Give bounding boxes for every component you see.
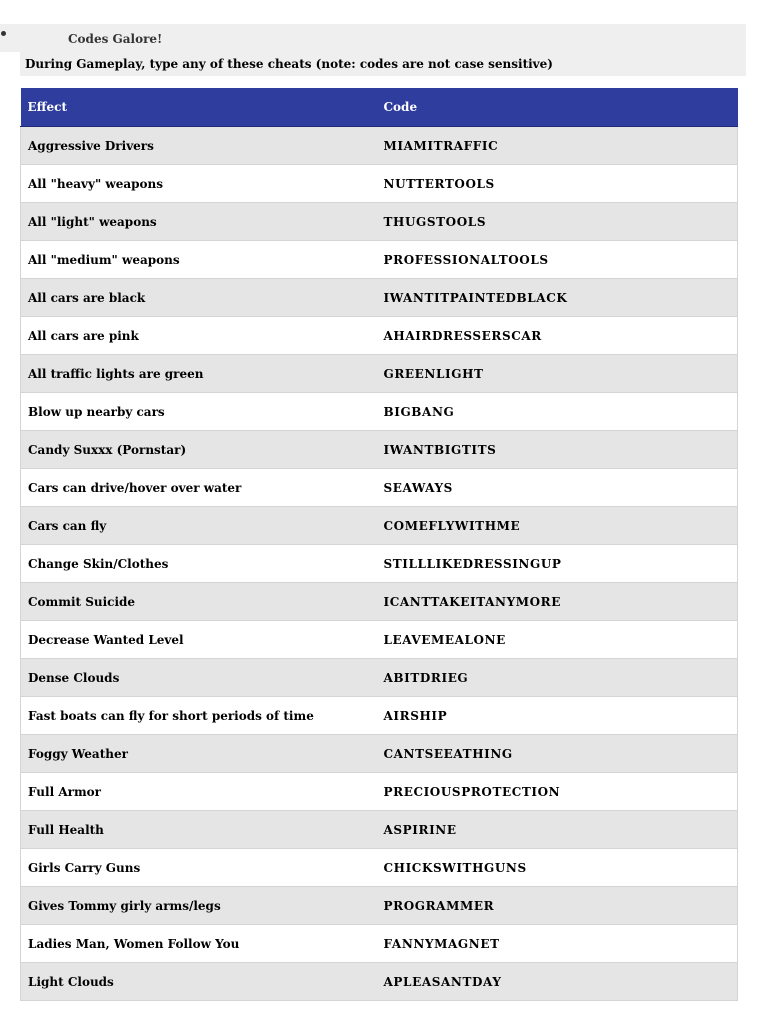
code-cell: CANTSEEATHING: [377, 735, 738, 773]
table-row: [21, 469, 738, 507]
table-row: [21, 849, 738, 887]
code-cell: THUGSTOOLS: [377, 203, 738, 241]
table-row: [21, 773, 738, 811]
table-row: [21, 279, 738, 317]
table-row: [21, 545, 738, 583]
table-row: [21, 887, 738, 925]
code-cell: ABITDRIEG: [377, 659, 738, 697]
code-cell: PROFESSIONALTOOLS: [377, 241, 738, 279]
code-cell: COMEFLYWITHME: [377, 507, 738, 545]
effect-cell: Cars can drive/hover over water: [21, 469, 377, 507]
table-row: [21, 241, 738, 279]
table-row: [21, 697, 738, 735]
table-row: [21, 431, 738, 469]
table-row: [21, 165, 738, 203]
effect-cell: Full Health: [21, 811, 377, 849]
code-cell: STILLLIKEDRESSINGUP: [377, 545, 738, 583]
table-header-row: [21, 88, 738, 127]
instructions-text: During Gameplay, type any of these cheats (note: codes are not case sensitive): [25, 57, 553, 71]
code-cell: AIRSHIP: [377, 697, 738, 735]
table-row: [21, 355, 738, 393]
effect-cell: Change Skin/Clothes: [21, 545, 377, 583]
effect-cell: Commit Suicide: [21, 583, 377, 621]
code-cell: FANNYMAGNET: [377, 925, 738, 963]
table-body: [21, 127, 738, 1001]
intro-title-row: [0, 24, 746, 52]
table-row: [21, 811, 738, 849]
effect-cell: All traffic lights are green: [21, 355, 377, 393]
table-row: [21, 203, 738, 241]
effect-cell: Gives Tommy girly arms/legs: [21, 887, 377, 925]
code-cell: IWANTBIGTITS: [377, 431, 738, 469]
table-row: [21, 659, 738, 697]
code-cell: LEAVEMEALONE: [377, 621, 738, 659]
code-cell: MIAMITRAFFIC: [377, 127, 738, 165]
effect-cell: Aggressive Drivers: [21, 127, 377, 165]
table-row: [21, 393, 738, 431]
effect-cell: All "medium" weapons: [21, 241, 377, 279]
code-cell: PROGRAMMER: [377, 887, 738, 925]
effect-cell: All "heavy" weapons: [21, 165, 377, 203]
intro-note-row: [20, 52, 746, 76]
code-cell: PRECIOUSPROTECTION: [377, 773, 738, 811]
table-row: [21, 317, 738, 355]
table-row: [21, 583, 738, 621]
bullet-icon: [1, 31, 6, 36]
code-cell: APLEASANTDAY: [377, 963, 738, 1001]
effect-cell: Cars can fly: [21, 507, 377, 545]
effect-cell: Full Armor: [21, 773, 377, 811]
effect-cell: Fast boats can fly for short periods of time: [21, 697, 377, 735]
effect-cell: Ladies Man, Women Follow You: [21, 925, 377, 963]
section-title: Codes Galore!: [68, 32, 163, 46]
intro-section: [0, 24, 746, 76]
column-header-effect: Effect: [21, 88, 377, 127]
effect-cell: Foggy Weather: [21, 735, 377, 773]
code-cell: ASPIRINE: [377, 811, 738, 849]
effect-cell: All "light" weapons: [21, 203, 377, 241]
table-row: [21, 621, 738, 659]
code-cell: ICANTTAKEITANYMORE: [377, 583, 738, 621]
effect-cell: All cars are black: [21, 279, 377, 317]
code-cell: BIGBANG: [377, 393, 738, 431]
effect-cell: All cars are pink: [21, 317, 377, 355]
effect-cell: Candy Suxxx (Pornstar): [21, 431, 377, 469]
effect-cell: Girls Carry Guns: [21, 849, 377, 887]
table-row: [21, 963, 738, 1001]
code-cell: CHICKSWITHGUNS: [377, 849, 738, 887]
effect-cell: Dense Clouds: [21, 659, 377, 697]
table-row: [21, 507, 738, 545]
cheat-codes-table: [20, 88, 738, 1001]
code-cell: AHAIRDRESSERSCAR: [377, 317, 738, 355]
effect-cell: Blow up nearby cars: [21, 393, 377, 431]
table-row: [21, 925, 738, 963]
effect-cell: Light Clouds: [21, 963, 377, 1001]
effect-cell: Decrease Wanted Level: [21, 621, 377, 659]
code-cell: SEAWAYS: [377, 469, 738, 507]
column-header-code: Code: [377, 88, 738, 127]
code-cell: GREENLIGHT: [377, 355, 738, 393]
table-row: [21, 127, 738, 165]
code-cell: IWANTITPAINTEDBLACK: [377, 279, 738, 317]
code-cell: NUTTERTOOLS: [377, 165, 738, 203]
table-row: [21, 735, 738, 773]
